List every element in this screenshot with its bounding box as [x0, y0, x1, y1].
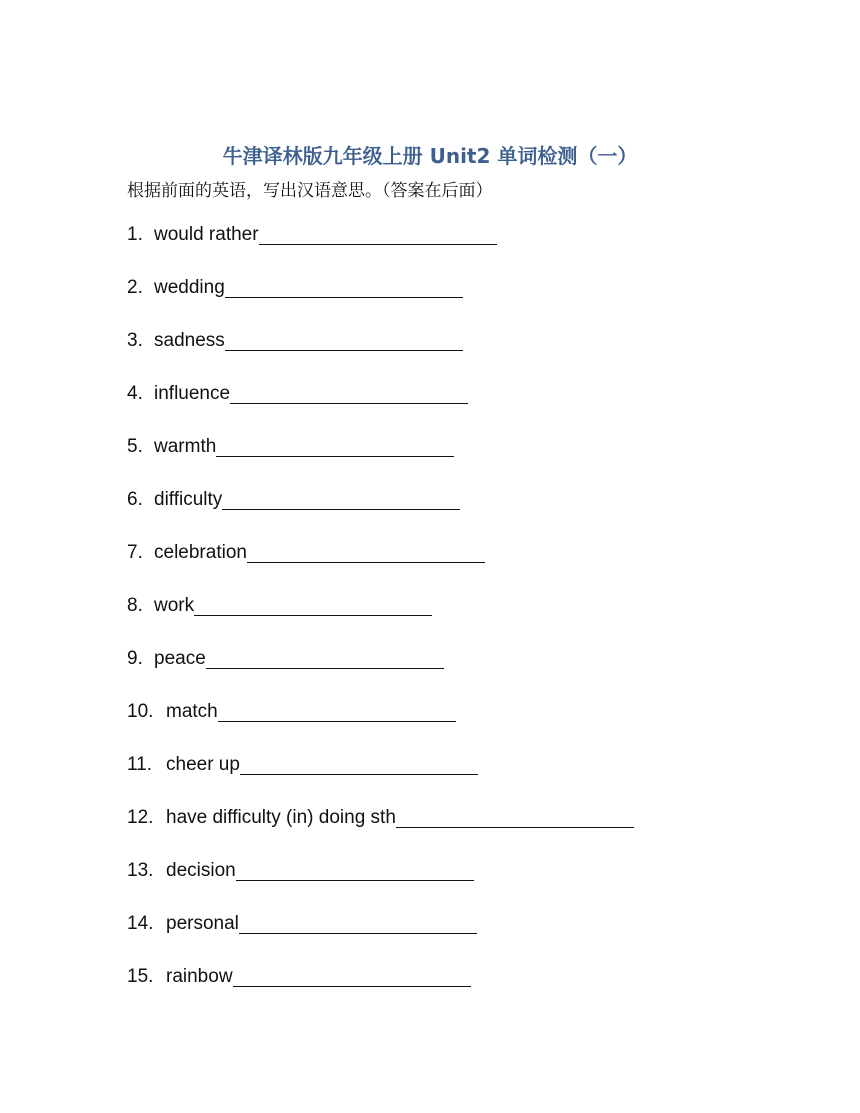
answer-blank[interactable]: [230, 381, 468, 404]
list-item: [127, 593, 634, 646]
item-number: 7.: [127, 542, 143, 563]
item-term: cheer up: [166, 754, 240, 775]
item-number: 9.: [127, 648, 143, 669]
answer-blank[interactable]: [218, 699, 456, 722]
list-item: [127, 275, 634, 328]
item-term: personal: [166, 913, 239, 934]
list-item: [127, 540, 634, 593]
item-term: rainbow: [166, 966, 233, 987]
item-term: have difficulty (in) doing sth: [166, 807, 396, 828]
item-number: 8.: [127, 595, 143, 616]
instruction-text: 根据前面的英语，写出汉语意思。（答案在后面）: [127, 181, 493, 201]
item-term: work: [154, 595, 195, 616]
answer-blank[interactable]: [239, 911, 477, 934]
page-title: 牛津译林版九年级上册 Unit2 单词检测（一）: [222, 144, 638, 168]
item-number: 1.: [127, 224, 143, 245]
list-item: [127, 858, 634, 911]
item-number: 5.: [127, 436, 143, 457]
item-term: match: [166, 701, 218, 722]
answer-blank[interactable]: [216, 434, 454, 457]
list-item: [127, 911, 634, 964]
list-item: [127, 699, 634, 752]
list-item: [127, 222, 634, 275]
item-number: 14.: [127, 913, 154, 934]
item-term: wedding: [154, 277, 225, 298]
answer-blank[interactable]: [225, 275, 463, 298]
item-term: warmth: [154, 436, 217, 457]
answer-blank[interactable]: [259, 222, 497, 245]
item-number: 10.: [127, 701, 154, 722]
item-term: would rather: [154, 224, 259, 245]
answer-blank[interactable]: [236, 858, 474, 881]
answer-blank[interactable]: [222, 487, 460, 510]
answer-blank[interactable]: [247, 540, 485, 563]
list-item: [127, 434, 634, 487]
list-item: [127, 964, 634, 1017]
item-term: peace: [154, 648, 206, 669]
list-item: [127, 328, 634, 381]
list-item: [127, 752, 634, 805]
answer-blank[interactable]: [240, 752, 478, 775]
item-term: celebration: [154, 542, 247, 563]
list-item: [127, 381, 634, 434]
item-number: 3.: [127, 330, 143, 351]
answer-blank[interactable]: [194, 593, 432, 616]
vocabulary-list: [127, 222, 634, 1017]
item-number: 6.: [127, 489, 143, 510]
item-number: 13.: [127, 860, 154, 881]
list-item: [127, 805, 634, 858]
answer-blank[interactable]: [206, 646, 444, 669]
answer-blank[interactable]: [396, 805, 634, 828]
item-term: sadness: [154, 330, 225, 351]
item-number: 2.: [127, 277, 143, 298]
list-item: [127, 646, 634, 699]
item-term: decision: [166, 860, 236, 881]
item-term: influence: [154, 383, 231, 404]
item-number: 15.: [127, 966, 154, 987]
item-number: 4.: [127, 383, 143, 404]
list-item: [127, 487, 634, 540]
answer-blank[interactable]: [225, 328, 463, 351]
item-number: 12.: [127, 807, 154, 828]
item-number: 11.: [127, 754, 153, 775]
answer-blank[interactable]: [233, 964, 471, 987]
item-term: difficulty: [154, 489, 223, 510]
